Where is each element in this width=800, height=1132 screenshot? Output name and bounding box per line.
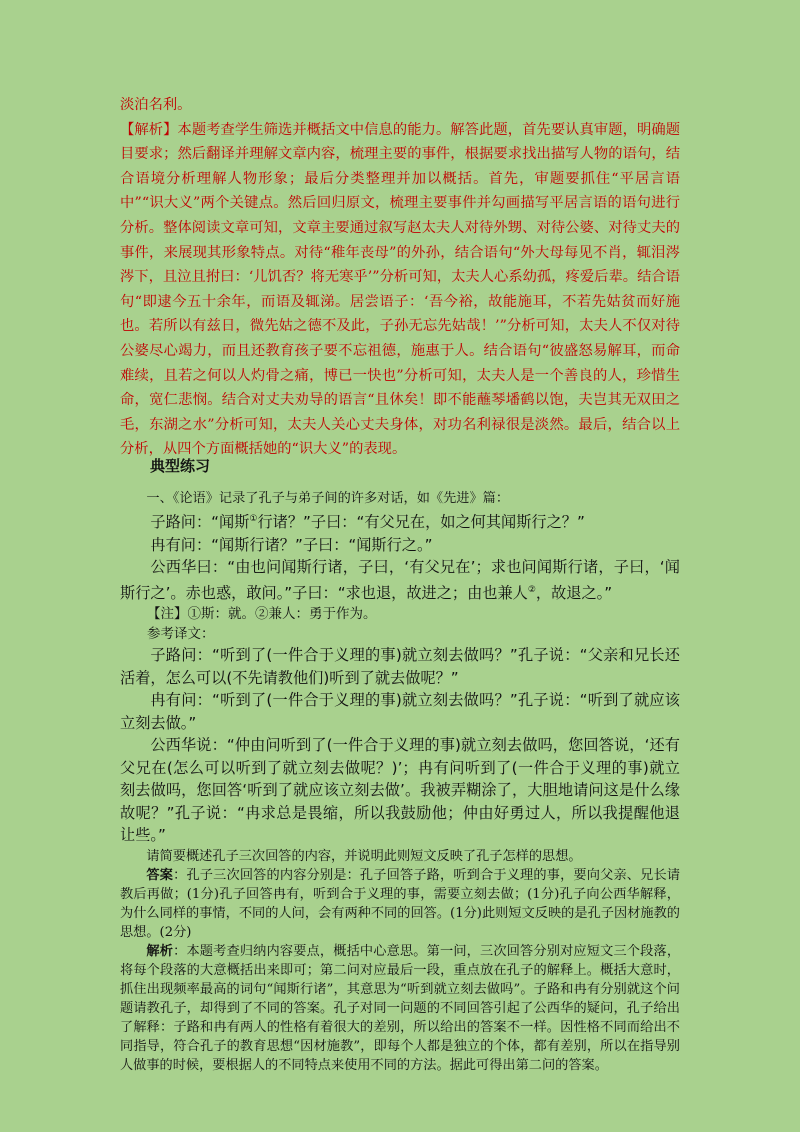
footnote-ref-2: ② xyxy=(527,584,536,595)
dialogue-line-3-b: ，故退之。” xyxy=(535,583,613,602)
translation-2: 冉有问：“听到了(一件合于义理的事)就立刻去做吗？”孔子说：“听到了就应该立刻去做。” xyxy=(120,691,680,732)
analysis-block xyxy=(120,93,680,462)
dialogue-line-1 xyxy=(120,508,680,534)
translation-3: 公西华说：“仲由问听到了(一件合于义理的事)就立刻去做吗，您回答说，‘还有父兄在(怎么可以听到了就立刻去做呢？)’；冉有问听到了(一件合于义理的事)就立刻去做吗，您回答‘听到了就应该立刻去做’。我被弄糊涂了，大胆地请问这是什么缘故呢？”孔子说：“冉求总是畏缩，所以我鼓励他；仲由好勇过人，所以我提醒他退让些。” xyxy=(120,736,680,845)
exercise-block xyxy=(120,489,680,1075)
question: 请简要概述孔子三次回答的内容，并说明此则短文反映了孔子怎样的思想。 xyxy=(146,848,582,864)
answer-text: ：孔子三次回答的内容分别是：孔子回答子路，听到合于义理的事，要向父亲、兄长请教后再做；(1分)孔子回答冉有，听到合于义理的事，需要立刻去做；(1分)孔子向公西华解释，为什么同样的事情，不同的人问，会有两种不同的回答。(1分)此则短文反映的是孔子因材施教的思想。(2分) xyxy=(120,867,681,940)
explanation xyxy=(120,942,680,1075)
dialogue-line-2: 冉有问：“闻斯行诸？”子曰：“闻斯行之。” xyxy=(150,535,433,554)
analysis-text: 本题考查学生筛选并概括文中信息的能力。解答此题，首先要认真审题，明确题目要求；然后翻译并理解文章内容，梳理主要的事件，根据要求找出描写人物的语句，结合语境分析理解人物形象；最后分类整理并加以概括。首先，审题要抓住“平居言语中”“识大义”两个关键点。然后回归原文，梳理主要事件并勾画描写平居言语的语句进行分析。整体阅读文章可知，文章主要通过叙写赵太夫人对待外甥、对待公婆、对待丈夫的事件，来展现其形象特点。对待“稚年丧母”的外孙，结合语句“外大母每见不肖，辄泪涔涔下，且泣且拊曰：‘儿饥否？将无寒乎’”分析可知，太夫人心系幼孤，疼爱后辈。结合语句“即逮今五十余年，而语及辄涕。居尝语子：‘吾今裕，故能施耳，不若先姑贫而好施也。若所以有兹日，微先姑之德不及此，子孙无忘先姑哉！’”分析可知，太夫人不仅对待公婆尽心竭力，而且还教育孩子要不忘祖德，施惠于人。结合语句“彼盛怒易解耳，而命难续，且若之何以人灼骨之痛，博已一快也”分析可知，太夫人是一个善良的人，珍惜生命，宽仁悲悯。结合对丈夫劝导的语言“且休矣！即不能蘸琴墦鹤以饱，夫岂其无双田之毛，东湖之水”分析可知，太夫人关心丈夫身体，对功名利禄很是淡然。最后，结合以上分析，从四个方面概括她的“识大义”的表现。 xyxy=(120,121,681,458)
analysis-first-line: 淡泊名利。 xyxy=(120,97,192,113)
dialogue-line-3-a: 公西华曰：“由也问闻斯行诸，子曰，‘有父兄在’；求也问闻斯行诸，子曰，‘闻斯行之’。赤也惑，敢问。”子曰：“求也退，故进之；由也兼人 xyxy=(120,558,680,602)
analysis-paragraph xyxy=(120,118,680,462)
translation-1: 子路问：“听到了(一件合于义理的事)就立刻去做吗？”孔子说：“父亲和兄长还活着，怎么可以(不先请教他们)听到了就去做呢？” xyxy=(120,646,680,687)
analysis-tag: 【解析】 xyxy=(120,121,178,138)
dialogue-line-1-b: 行诸？”子曰：“有父兄在，如之何其闻斯行之？” xyxy=(257,513,585,532)
dialogue-line-1-a: 子路问：“闻斯 xyxy=(150,513,250,532)
explanation-label: 解析 xyxy=(146,943,174,959)
explanation-text: ：本题考查归纳内容要点，概括中心意思。第一问，三次回答分别对应短文三个段落，将每个段落的大意概括出来即可；第二问对应最后一段，重点放在孔子的解释上。概括大意时，抓住出现频率最高的词句“闻斯行诸”，其意思为“听到就立刻去做吗”。子路和冉有分别就这个问题请教孔子，却得到了不同的答案。孔子对同一问题的不同回答引起了公西华的疑问，孔子给出了解释：子路和冉有两人的性格有着很大的差别，所以给出的答案不一样。因性格不同而给出不同指导，符合孔子的教育思想“因材施教”，即每个人都是独立的个体，都有差别，所以在指导别人做事的时候，要根据人的不同特点来使用不同的方法。据此可得出第二问的答案。 xyxy=(120,943,681,1073)
exercise-intro: 一、《论语》记录了孔子与弟子间的许多对话，如《先进》篇： xyxy=(146,491,510,506)
section-heading: 典型练习 xyxy=(150,457,211,475)
footnote: 【注】①斯：就。②兼人：勇于作为。 xyxy=(147,606,377,623)
answer-label: 答案 xyxy=(146,867,174,883)
dialogue-line-3 xyxy=(120,556,680,604)
footnote-ref-1: ① xyxy=(249,514,258,524)
reference-label: 参考译文： xyxy=(147,626,215,643)
answer xyxy=(120,866,680,942)
